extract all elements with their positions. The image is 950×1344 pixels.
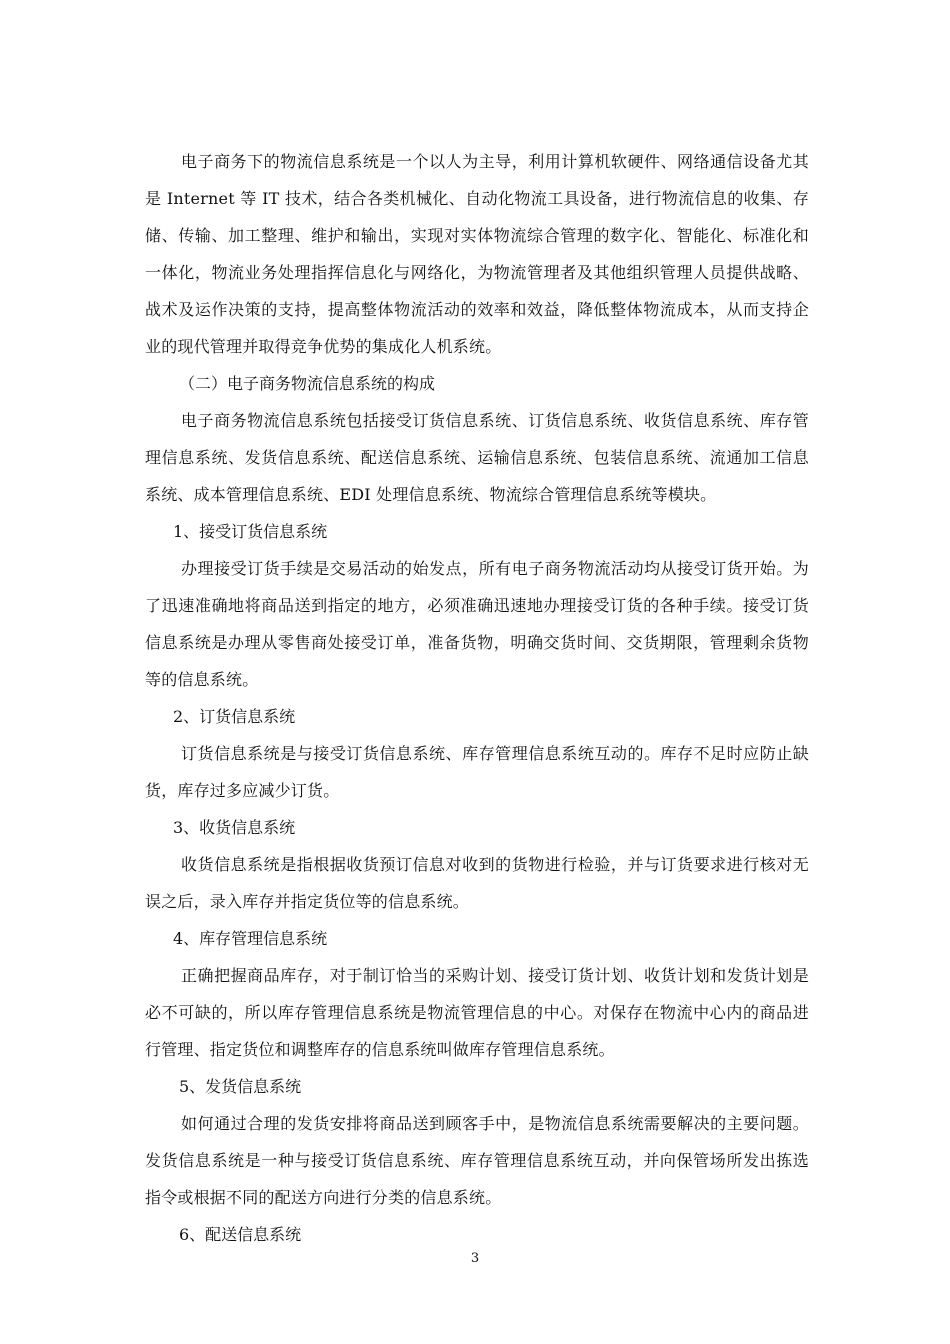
subheading-order-receiving: 1、接受订货信息系统 <box>173 522 328 541</box>
paragraph-modules: 电子商务物流信息系统包括接受订货信息系统、订货信息系统、收货信息系统、库存管理信息系统、发货信息系统、配送信息系统、运输信息系统、包装信息系统、流通加工信息系统、成本管理信息系统、EDI 处理信息系统、物流综合管理信息系统等模块。 <box>145 411 809 504</box>
paragraph-goods-receipt: 收货信息系统是指根据收货预订信息对收到的货物进行检验，并与订货要求进行核对无误之后，录入库存并指定货位等的信息系统。 <box>145 855 809 911</box>
paragraph-inventory: 正确把握商品库存，对于制订恰当的采购计划、接受订货计划、收货计划和发货计划是必不可缺的，所以库存管理信息系统是物流管理信息的中心。对保存在物流中心内的商品进行管理、指定货位和调整库存的信息系统叫做库存管理信息系统。 <box>145 966 809 1059</box>
paragraph-order-receiving: 办理接受订货手续是交易活动的始发点，所有电子商务物流活动均从接受订货开始。为了迅速准确地将商品送到指定的地方，必须准确迅速地办理接受订货的各种手续。接受订货信息系统是办理从零售商处接受订单，准备货物，明确交货时间、交货期限，管理剩余货物等的信息系统。 <box>145 559 809 689</box>
subheading-distribution: 6、配送信息系统 <box>179 1225 302 1244</box>
page-content <box>145 143 809 1253</box>
paragraph-intro: 电子商务下的物流信息系统是一个以人为主导，利用计算机软硬件、网络通信设备尤其是 Internet 等 IT 技术，结合各类机械化、自动化物流工具设备，进行物流信息的收集、存储、传输、加工整理、维护和输出，实现对实体物流综合管理的数字化、智能化、标准化和一体化，物流业务处理指挥信息化与网络化，为物流管理者及其他组织管理人员提供战略、战术及运作决策的支持，提高整体物流活动的效率和效益，降低整体物流成本，从而支持企业的现代管理并取得竞争优势的集成化人机系统。 <box>145 152 809 356</box>
paragraph-ordering: 订货信息系统是与接受订货信息系统、库存管理信息系统互动的。库存不足时应防止缺货，库存过多应减少订货。 <box>145 744 809 800</box>
subheading-ordering: 2、订货信息系统 <box>173 707 296 726</box>
paragraph-shipping: 如何通过合理的发货安排将商品送到顾客手中，是物流信息系统需要解决的主要问题。发货信息系统是一种与接受订货信息系统、库存管理信息系统互动，并向保管场所发出拣选指令或根据不同的配送方向进行分类的信息系统。 <box>145 1114 809 1207</box>
section-heading-composition: （二）电子商务物流信息系统的构成 <box>179 374 436 393</box>
subheading-shipping: 5、发货信息系统 <box>179 1077 302 1096</box>
page-number: 3 <box>470 1251 480 1266</box>
subheading-inventory: 4、库存管理信息系统 <box>173 929 328 948</box>
subheading-goods-receipt: 3、收货信息系统 <box>173 818 296 837</box>
